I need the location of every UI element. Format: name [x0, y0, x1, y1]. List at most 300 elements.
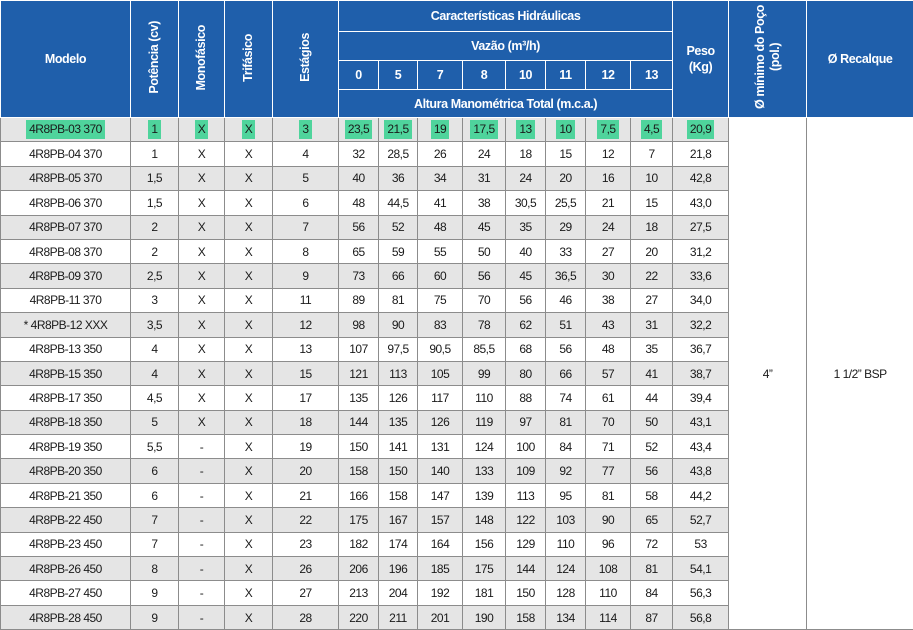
cell-head-q0-value: 65 [352, 245, 364, 259]
table-body [1, 118, 913, 630]
header-power-label: Potência (cv) [147, 21, 162, 94]
cell-three-phase [225, 313, 273, 337]
cell-head-q0-value: 182 [349, 537, 368, 551]
cell-single-phase [179, 337, 225, 361]
cell-head-q6-value: 77 [602, 464, 614, 478]
cell-head-q4-value: 56 [519, 293, 531, 307]
cell-single-phase [179, 435, 225, 459]
cell-head-q4-value: 113 [517, 489, 535, 503]
cell-weight-value: 56,3 [690, 586, 711, 600]
cell-head-q7-value: 65 [645, 513, 657, 527]
cell-weight [673, 361, 729, 385]
cell-head-q4-value: 45 [519, 269, 531, 283]
cell-three-phase [225, 532, 273, 556]
cell-head-q3-value: 24 [478, 147, 490, 161]
cell-single-phase-value: X [198, 293, 206, 307]
cell-head-q3 [463, 313, 506, 337]
cell-model-value: * 4R8PB-12 XXX [24, 318, 108, 332]
cell-head-q6 [586, 313, 631, 337]
cell-head-q5 [546, 532, 586, 556]
cell-head-q1-value: 90 [392, 318, 404, 332]
cell-head-q1 [379, 337, 418, 361]
cell-head-q2-value: 126 [431, 415, 450, 429]
header-weight [673, 1, 729, 118]
cell-weight-value: 56,8 [690, 611, 711, 625]
cell-head-q1-value: 150 [389, 464, 408, 478]
cell-head-q4-value: 100 [516, 440, 535, 454]
cell-three-phase [225, 557, 273, 581]
cell-weight-value: 31,2 [690, 245, 711, 259]
cell-head-q2-value: 19 [431, 120, 449, 139]
cell-single-phase-value: - [200, 464, 204, 478]
cell-model-value: 4R8PB-22 450 [29, 513, 102, 527]
cell-head-q1 [379, 166, 418, 190]
cell-model-value: 4R8PB-19 350 [29, 440, 102, 454]
cell-head-q2-value: 117 [431, 391, 449, 405]
cell-head-q7-value: 72 [645, 537, 657, 551]
cell-head-q7 [631, 337, 673, 361]
cell-head-q5 [546, 288, 586, 312]
cell-head-q4-value: 35 [519, 220, 531, 234]
header-flow-value: 7 [418, 61, 463, 90]
cell-head-q3 [463, 166, 506, 190]
cell-head-q4 [506, 264, 546, 288]
cell-three-phase [225, 581, 273, 605]
cell-three-phase [225, 288, 273, 312]
cell-head-q6 [586, 605, 631, 629]
cell-power-value: 4 [151, 342, 157, 356]
cell-stages [273, 532, 339, 556]
cell-head-q4 [506, 215, 546, 239]
cell-head-q1 [379, 532, 418, 556]
cell-head-q1-value: 204 [389, 586, 408, 600]
cell-power-value: 4,5 [147, 391, 162, 405]
cell-three-phase-value: X [245, 562, 253, 576]
cell-stages [273, 605, 339, 629]
cell-head-q5 [546, 361, 586, 385]
cell-power-value: 5 [151, 415, 157, 429]
cell-model-value: 4R8PB-28 450 [29, 611, 102, 625]
cell-weight [673, 410, 729, 434]
cell-head-q3-value: 38 [478, 196, 490, 210]
cell-head-q7 [631, 605, 673, 629]
cell-model-value: 4R8PB-13 350 [29, 342, 102, 356]
cell-head-q0-value: 40 [352, 171, 364, 185]
cell-stages [273, 410, 339, 434]
cell-model [1, 459, 131, 483]
cell-head-q7 [631, 557, 673, 581]
cell-model [1, 361, 131, 385]
cell-head-q7 [631, 581, 673, 605]
cell-head-q1-value: 28,5 [387, 147, 408, 161]
cell-weight [673, 142, 729, 166]
cell-head-q5 [546, 386, 586, 410]
cell-head-q5-value: 15 [559, 147, 571, 161]
cell-head-q4-value: 109 [516, 464, 535, 478]
cell-power [131, 337, 179, 361]
cell-single-phase [179, 605, 225, 629]
cell-head-q1-value: 81 [392, 293, 404, 307]
cell-three-phase [225, 435, 273, 459]
cell-head-q2 [418, 118, 463, 142]
cell-head-q5 [546, 118, 586, 142]
cell-weight [673, 459, 729, 483]
cell-head-q7 [631, 118, 673, 142]
cell-weight-value: 44,2 [690, 489, 711, 503]
header-flow-value: 0 [339, 61, 379, 90]
cell-stages-value: 26 [299, 562, 311, 576]
cell-head-q1-value: 97,5 [387, 342, 408, 356]
cell-single-phase-value: X [198, 367, 206, 381]
cell-head-q1-value: 59 [392, 245, 404, 259]
cell-model [1, 191, 131, 215]
cell-head-q6 [586, 191, 631, 215]
cell-weight-value: 39,4 [690, 391, 711, 405]
cell-head-q7 [631, 191, 673, 215]
cell-head-q7 [631, 239, 673, 263]
cell-stages [273, 581, 339, 605]
cell-head-q0 [339, 605, 379, 629]
cell-power [131, 605, 179, 629]
cell-power-value: 3 [151, 293, 157, 307]
cell-head-q0 [339, 118, 379, 142]
cell-three-phase-value: X [245, 367, 253, 381]
cell-head-q3 [463, 532, 506, 556]
cell-head-q6-value: 71 [602, 440, 614, 454]
cell-head-q4 [506, 410, 546, 434]
cell-head-q4-value: 30,5 [515, 196, 536, 210]
cell-head-q2 [418, 166, 463, 190]
header-stages [273, 1, 339, 118]
cell-head-q4-value: 80 [519, 367, 531, 381]
cell-weight [673, 386, 729, 410]
cell-head-q5 [546, 581, 586, 605]
cell-model-value: 4R8PB-15 350 [29, 367, 102, 381]
cell-weight [673, 508, 729, 532]
cell-weight-value: 36,7 [690, 342, 711, 356]
cell-single-phase-value: X [198, 318, 206, 332]
header-three-phase [225, 1, 273, 118]
cell-head-q7 [631, 386, 673, 410]
cell-head-q6 [586, 557, 631, 581]
cell-power [131, 264, 179, 288]
cell-head-q0-value: 144 [349, 415, 368, 429]
cell-three-phase-value: X [245, 147, 253, 161]
cell-head-q6-value: 7,5 [597, 120, 618, 139]
cell-three-phase-value: X [245, 489, 253, 503]
cell-head-q4 [506, 483, 546, 507]
cell-model-value: 4R8PB-04 370 [29, 147, 102, 161]
cell-head-q7 [631, 215, 673, 239]
cell-head-q0-value: 175 [349, 513, 368, 527]
cell-power [131, 166, 179, 190]
cell-single-phase-value: X [198, 245, 206, 259]
cell-head-q0 [339, 557, 379, 581]
cell-weight-value: 32,2 [690, 318, 711, 332]
cell-head-q4-value: 150 [516, 586, 535, 600]
cell-three-phase-value: X [245, 513, 253, 527]
cell-three-phase-value: X [245, 440, 253, 454]
cell-head-q3 [463, 191, 506, 215]
cell-head-q3 [463, 605, 506, 629]
cell-weight-value: 21,8 [690, 147, 711, 161]
header-well-min-line1: Ø mínimo do Poço [753, 5, 768, 109]
cell-head-q0-value: 121 [349, 367, 368, 381]
cell-weight [673, 337, 729, 361]
cell-head-q1 [379, 508, 418, 532]
cell-head-q7-value: 7 [648, 147, 654, 161]
cell-head-q7-value: 87 [645, 611, 657, 625]
header-three-phase-label: Trifásico [241, 34, 256, 82]
cell-head-q5-value: 74 [559, 391, 571, 405]
cell-single-phase [179, 215, 225, 239]
cell-head-q4-value: 97 [519, 415, 531, 429]
cell-head-q0 [339, 142, 379, 166]
cell-stages [273, 361, 339, 385]
cell-power-value: 4 [151, 367, 157, 381]
cell-head-q7 [631, 166, 673, 190]
header-hydraulic: Características Hidráulicas [339, 1, 673, 32]
cell-power [131, 483, 179, 507]
cell-head-q7-value: 35 [645, 342, 657, 356]
cell-power-value: 2,5 [147, 269, 162, 283]
cell-head-q0 [339, 386, 379, 410]
cell-well-min [729, 118, 807, 630]
cell-three-phase [225, 508, 273, 532]
cell-head-q5-value: 36,5 [555, 269, 576, 283]
cell-model [1, 410, 131, 434]
cell-head-q3-value: 45 [478, 220, 490, 234]
cell-head-q1-value: 66 [392, 269, 404, 283]
cell-weight-value: 42,8 [690, 171, 711, 185]
cell-stages-value: 18 [299, 415, 311, 429]
cell-head-q6 [586, 118, 631, 142]
cell-stages [273, 459, 339, 483]
cell-head-q3-value: 85,5 [473, 342, 494, 356]
cell-head-q7 [631, 288, 673, 312]
cell-stages-value: 13 [299, 342, 311, 356]
header-flow-value: 13 [631, 61, 673, 90]
cell-head-q2-value: 157 [431, 513, 450, 527]
cell-three-phase [225, 215, 273, 239]
cell-head-q4-value: 129 [516, 537, 535, 551]
cell-weight [673, 557, 729, 581]
cell-head-q6 [586, 337, 631, 361]
cell-head-q2-value: 55 [434, 245, 446, 259]
cell-head-q1-value: 196 [389, 562, 408, 576]
cell-head-q1-value: 113 [389, 367, 407, 381]
cell-single-phase-value: - [200, 513, 204, 527]
cell-head-q1-value: 158 [389, 489, 408, 503]
cell-stages-value: 3 [299, 120, 311, 139]
cell-power [131, 142, 179, 166]
cell-head-q3 [463, 508, 506, 532]
header-weight-line1: Peso [673, 43, 728, 59]
cell-head-q0-value: 158 [349, 464, 368, 478]
cell-head-q2-value: 192 [431, 586, 450, 600]
cell-stages-value: 5 [302, 171, 308, 185]
cell-head-q6-value: 110 [599, 586, 617, 600]
cell-single-phase [179, 410, 225, 434]
header-discharge: Ø Recalque [807, 1, 913, 118]
cell-head-q6-value: 43 [602, 318, 614, 332]
cell-model-value: 4R8PB-21 350 [29, 489, 102, 503]
cell-model-value: 4R8PB-23 450 [29, 537, 102, 551]
cell-head-q3 [463, 361, 506, 385]
cell-power [131, 313, 179, 337]
cell-head-q4 [506, 435, 546, 459]
cell-head-q1 [379, 605, 418, 629]
cell-power-value: 5,5 [147, 440, 162, 454]
cell-head-q5-value: 10 [556, 120, 574, 139]
cell-model-value: 4R8PB-09 370 [29, 269, 102, 283]
cell-head-q7-value: 44 [645, 391, 657, 405]
cell-model [1, 386, 131, 410]
cell-weight [673, 532, 729, 556]
cell-power [131, 239, 179, 263]
cell-head-q2 [418, 483, 463, 507]
cell-stages-value: 8 [302, 245, 308, 259]
cell-weight [673, 288, 729, 312]
cell-head-q3-value: 124 [475, 440, 494, 454]
cell-power [131, 435, 179, 459]
cell-head-q7-value: 52 [645, 440, 657, 454]
cell-single-phase [179, 118, 225, 142]
cell-head-q1 [379, 410, 418, 434]
cell-head-q2 [418, 264, 463, 288]
cell-head-q1 [379, 313, 418, 337]
cell-weight [673, 313, 729, 337]
cell-head-q6-value: 30 [602, 269, 614, 283]
cell-single-phase-value: X [198, 269, 206, 283]
cell-head-q4 [506, 118, 546, 142]
cell-model [1, 532, 131, 556]
cell-head-q6-value: 81 [602, 489, 614, 503]
cell-model-value: 4R8PB-18 350 [29, 415, 102, 429]
cell-stages-value: 17 [299, 391, 311, 405]
cell-power [131, 581, 179, 605]
cell-head-q4 [506, 605, 546, 629]
cell-head-q7 [631, 435, 673, 459]
cell-head-q3-value: 78 [478, 318, 490, 332]
cell-head-q5-value: 95 [559, 489, 571, 503]
cell-three-phase [225, 337, 273, 361]
cell-head-q5 [546, 313, 586, 337]
cell-model [1, 215, 131, 239]
cell-head-q7 [631, 508, 673, 532]
cell-head-q4 [506, 191, 546, 215]
cell-three-phase-value: X [242, 120, 256, 139]
cell-model [1, 605, 131, 629]
cell-head-q3 [463, 581, 506, 605]
cell-head-q3 [463, 337, 506, 361]
cell-stages-value: 9 [302, 269, 308, 283]
cell-head-q4-value: 122 [516, 513, 535, 527]
cell-well-min-value: 4” [763, 367, 773, 381]
cell-head-q6 [586, 459, 631, 483]
cell-three-phase-value: X [245, 586, 253, 600]
cell-head-q2 [418, 313, 463, 337]
cell-power [131, 508, 179, 532]
cell-head-q6-value: 27 [602, 245, 614, 259]
cell-head-q1 [379, 264, 418, 288]
table-row [1, 118, 913, 142]
cell-head-q7 [631, 410, 673, 434]
cell-single-phase [179, 361, 225, 385]
cell-head-q6 [586, 508, 631, 532]
cell-weight [673, 118, 729, 142]
cell-stages-value: 21 [299, 489, 311, 503]
cell-three-phase-value: X [245, 537, 253, 551]
cell-head-q0-value: 48 [352, 196, 364, 210]
header-stages-label: Estágios [298, 33, 313, 82]
cell-head-q3 [463, 386, 506, 410]
cell-power-value: 3,5 [147, 318, 162, 332]
cell-head-q4 [506, 459, 546, 483]
cell-stages-value: 15 [299, 367, 311, 381]
cell-weight [673, 605, 729, 629]
cell-stages [273, 215, 339, 239]
cell-weight-value: 54,1 [690, 562, 711, 576]
cell-head-q7 [631, 532, 673, 556]
cell-head-q3 [463, 142, 506, 166]
header-flow: Vazão (m³/h) [339, 32, 673, 61]
header-single-phase [179, 1, 225, 118]
cell-head-q1-value: 174 [389, 537, 408, 551]
cell-head-q7-value: 20 [645, 245, 657, 259]
cell-head-q5-value: 92 [559, 464, 571, 478]
cell-head-q4-value: 88 [519, 391, 531, 405]
cell-head-q1 [379, 386, 418, 410]
header-model: Modelo [1, 1, 131, 118]
cell-head-q0 [339, 191, 379, 215]
cell-head-q6-value: 90 [602, 513, 614, 527]
cell-stages-value: 11 [300, 293, 311, 307]
cell-head-q6-value: 48 [602, 342, 614, 356]
cell-weight-value: 52,7 [690, 513, 711, 527]
cell-power [131, 361, 179, 385]
cell-head-q2 [418, 337, 463, 361]
cell-head-q5-value: 103 [556, 513, 575, 527]
header-flow-value: 8 [463, 61, 506, 90]
cell-stages-value: 19 [299, 440, 311, 454]
cell-power-value: 9 [151, 611, 157, 625]
cell-head-q7 [631, 483, 673, 507]
cell-head-q2 [418, 435, 463, 459]
cell-head-q1 [379, 142, 418, 166]
cell-head-q4-value: 24 [519, 171, 531, 185]
cell-head-q0 [339, 215, 379, 239]
cell-head-q2-value: 41 [434, 196, 446, 210]
cell-head-q5 [546, 508, 586, 532]
cell-three-phase [225, 459, 273, 483]
cell-head-q0-value: 89 [352, 293, 364, 307]
cell-head-q4-value: 68 [519, 342, 531, 356]
cell-stages-value: 20 [299, 464, 311, 478]
cell-head-q0-value: 150 [349, 440, 368, 454]
cell-head-q0-value: 56 [352, 220, 364, 234]
cell-weight [673, 264, 729, 288]
cell-three-phase-value: X [245, 342, 253, 356]
cell-head-q5 [546, 410, 586, 434]
cell-three-phase-value: X [245, 220, 253, 234]
cell-weight [673, 581, 729, 605]
cell-single-phase-value: X [198, 342, 206, 356]
cell-head-q2-value: 75 [434, 293, 446, 307]
cell-head-q2-value: 60 [434, 269, 446, 283]
cell-weight-value: 33,6 [690, 269, 711, 283]
cell-model-value: 4R8PB-07 370 [29, 220, 102, 234]
